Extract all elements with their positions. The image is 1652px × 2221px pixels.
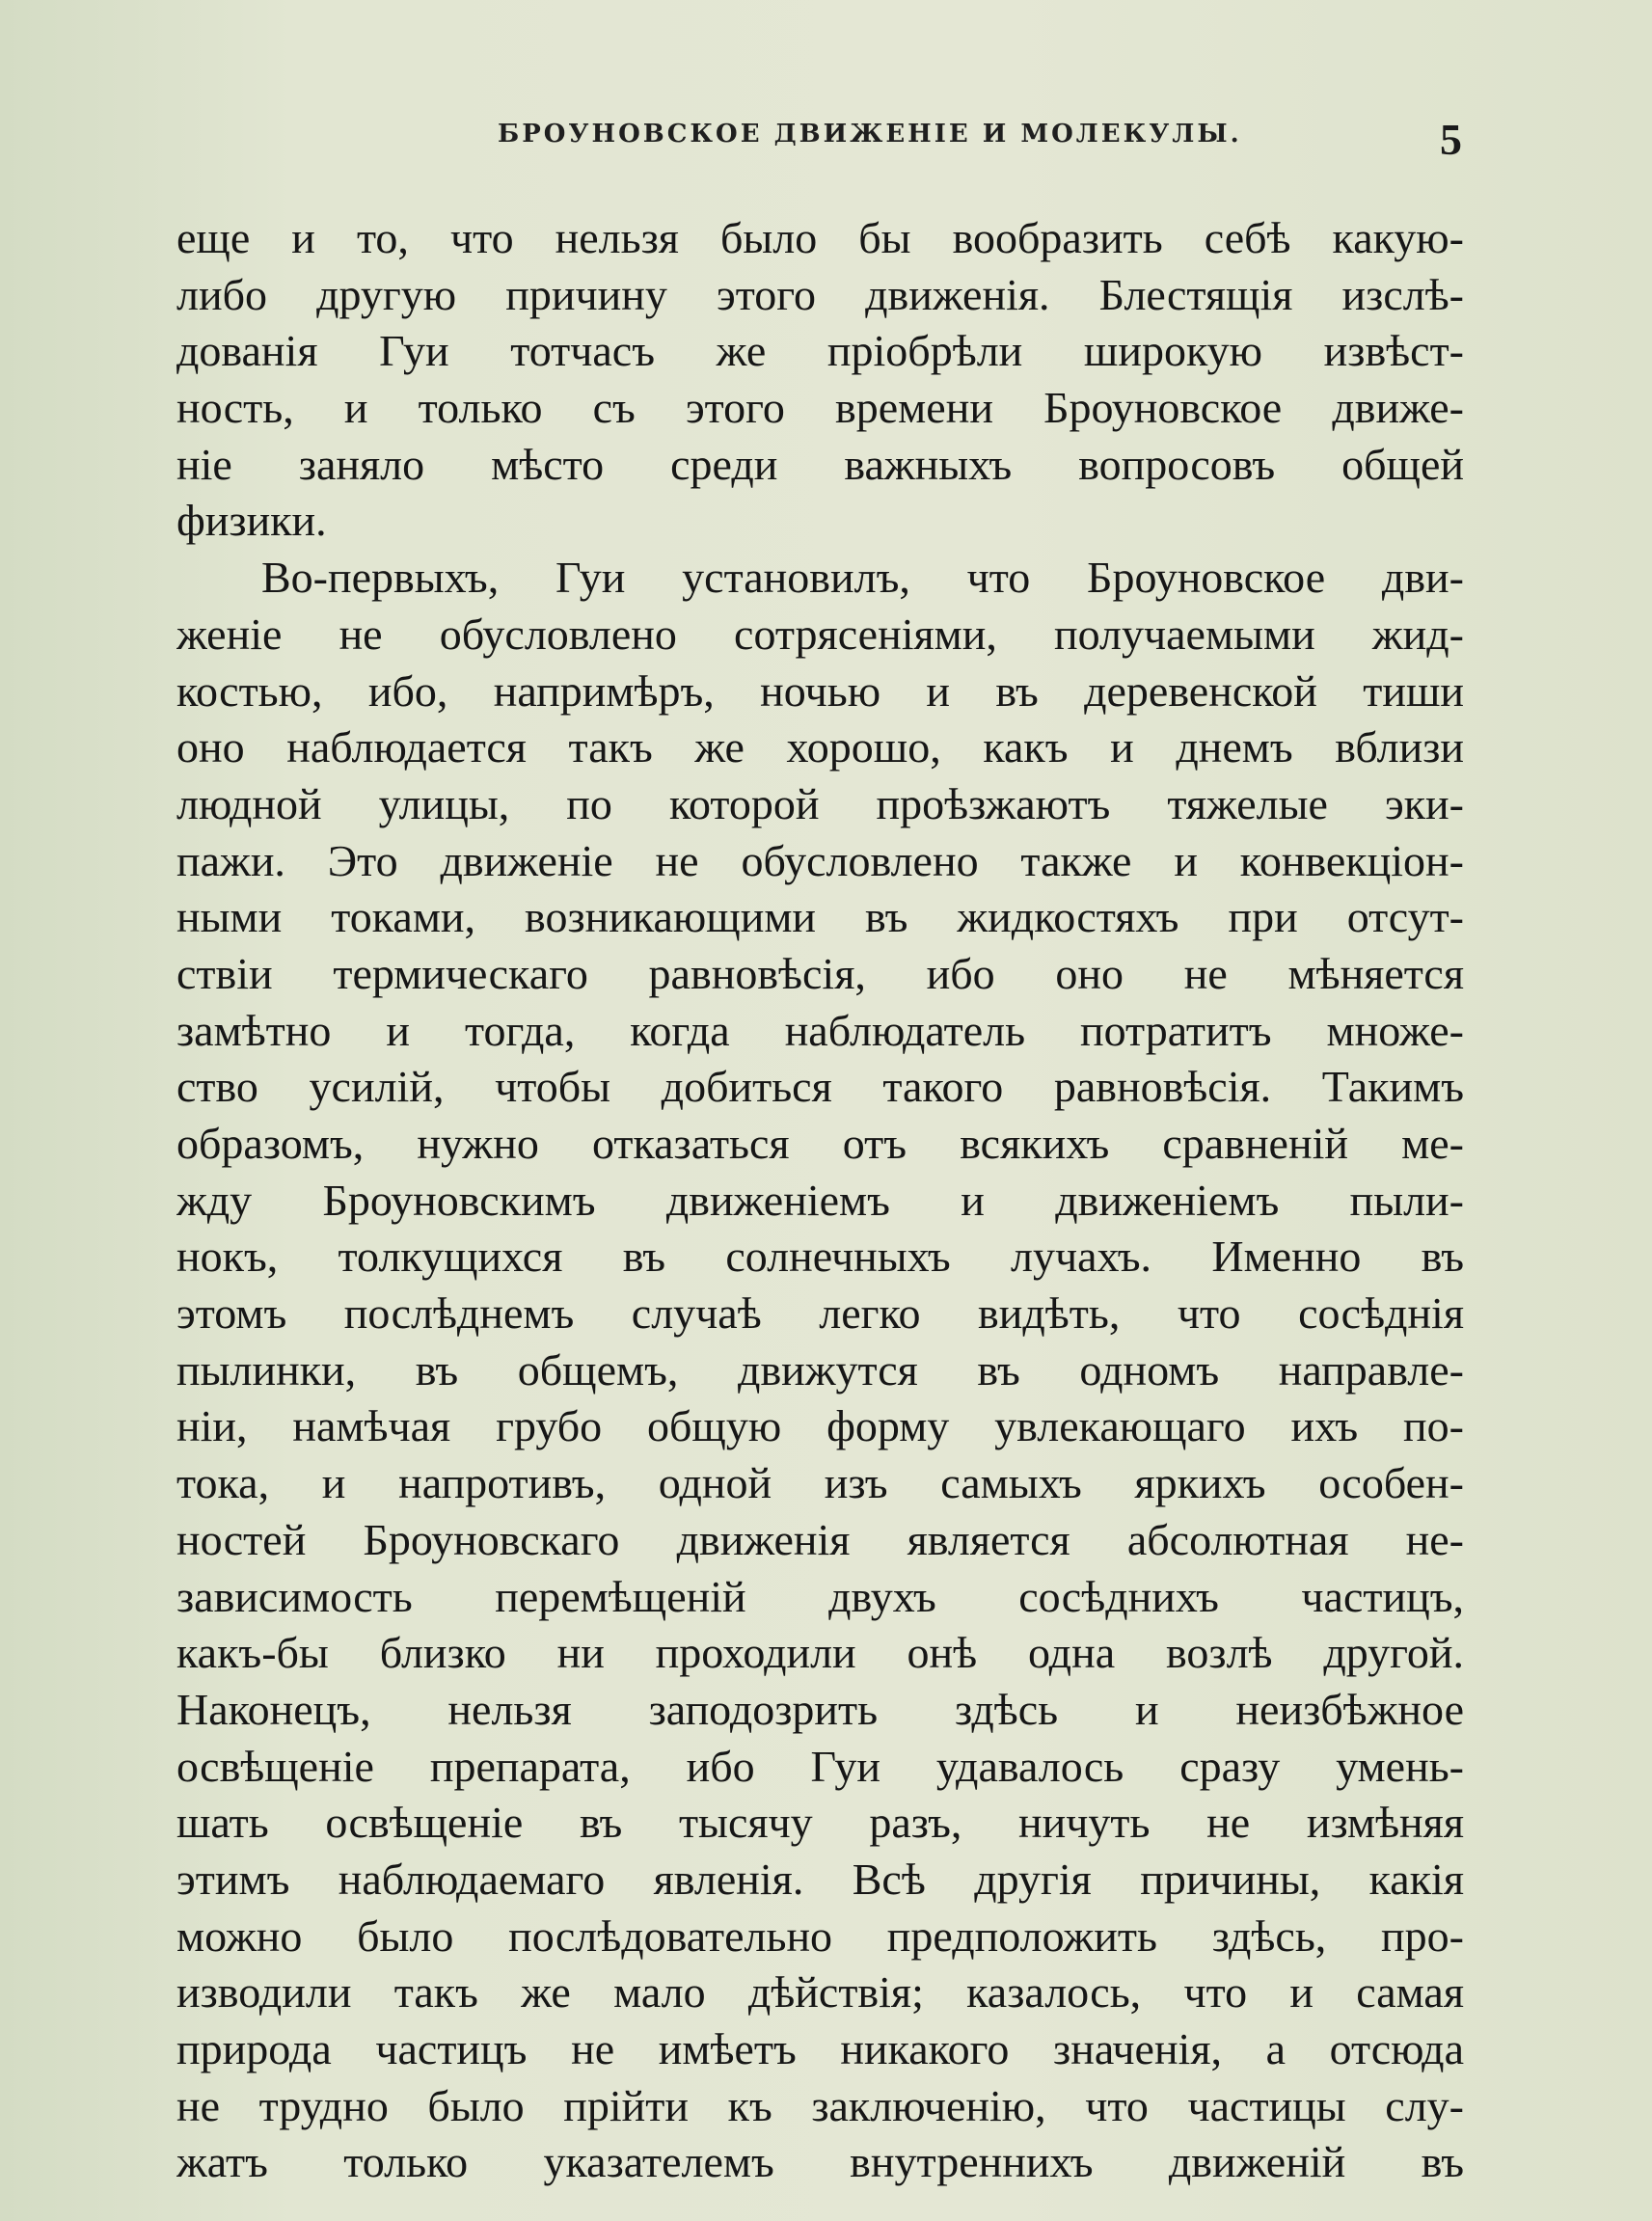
text-line: физики. <box>176 496 327 546</box>
text-line: жду Броуновскимъ движеніемъ и движеніемъ пыли- <box>176 1175 1464 1225</box>
text-line: изводили такъ же мало дѣйствія; казалось, что и самая <box>176 1967 1464 2018</box>
text-line: зависимость перемѣщеній двухъ сосѣднихъ частицъ, <box>176 1571 1464 1621</box>
paragraph-1 <box>176 210 1464 550</box>
text-line: этомъ послѣднемъ случаѣ легко видѣть, что сосѣднія <box>176 1288 1464 1339</box>
body-text <box>176 210 1464 2191</box>
text-line: дованія Гуи тотчасъ же пріобрѣли широкую извѣст- <box>176 326 1464 376</box>
text-line: этимъ наблюдаемаго явленія. Всѣ другія причины, какія <box>176 1854 1464 1904</box>
text-line: еще и то, что нельзя было бы вообразить себѣ какую- <box>176 213 1464 262</box>
text-line: какъ-бы близко ни проходили онѣ одна возлѣ другой. <box>176 1628 1464 1678</box>
text-line: не трудно было прійти къ заключенію, что частицы слу- <box>176 2080 1464 2130</box>
text-line: пылинки, въ общемъ, движутся въ одномъ направле- <box>176 1344 1464 1395</box>
text-line: можно было послѣдовательно предположить здѣсь, про- <box>176 1910 1464 1961</box>
text-line: природа частицъ не имѣетъ никакого значенія, а отсюда <box>176 2024 1464 2073</box>
text-line: либо другую причину этого движенія. Блестящія изслѣ- <box>176 269 1464 319</box>
text-line: шать освѣщеніе въ тысячу разъ, ничуть не измѣняя <box>176 1798 1464 1848</box>
text-line: ство усилій, чтобы добиться такого равновѣсія. Такимъ <box>176 1062 1464 1112</box>
text-line: ными токами, возникающими въ жидкостяхъ при отсут- <box>176 892 1464 942</box>
text-line: ніи, намѣчая грубо общую форму увлекающаго ихъ по- <box>176 1401 1464 1451</box>
text-line: Во-первыхъ, Гуи установилъ, что Броуновское дви- <box>261 553 1464 603</box>
text-line: женіе не обусловлено сотрясеніями, получаемыми жид- <box>176 609 1464 659</box>
running-header <box>179 114 1462 172</box>
text-line: тока, и напротивъ, одной изъ самыхъ яркихъ особен- <box>176 1458 1464 1508</box>
text-line: образомъ, нужно отказаться отъ всякихъ сравненій ме- <box>176 1119 1464 1168</box>
text-line: Наконецъ, нельзя заподозрить здѣсь и неизбѣжное <box>176 1684 1464 1734</box>
text-line: ность, и только съ этого времени Броуновское движе- <box>176 383 1464 433</box>
text-line: оно наблюдается такъ же хорошо, какъ и днемъ вблизи <box>176 722 1464 772</box>
text-line: нокъ, толкущихся въ солнечныхъ лучахъ. Именно въ <box>176 1232 1464 1282</box>
text-line: пажи. Это движеніе не обусловлено также и конвекціон- <box>176 835 1464 885</box>
paragraph-2 <box>176 550 1464 2191</box>
running-title: БРОУНОВСКОЕ ДВИЖЕНІЕ И МОЛЕКУЛЫ. <box>498 120 1242 149</box>
text-line: ствіи термическаго равновѣсія, ибо оно не мѣняется <box>176 948 1464 998</box>
text-line: ностей Броуновскаго движенія является абсолютная не- <box>176 1514 1464 1564</box>
text-line: освѣщеніе препарата, ибо Гуи удавалось сразу умень- <box>176 1741 1464 1791</box>
text-line: ніе заняло мѣсто среди важныхъ вопросовъ общей <box>176 439 1464 489</box>
text-line: жатъ только указателемъ внутреннихъ движеній въ <box>176 2137 1464 2187</box>
text-line: людной улицы, по которой проѣзжаютъ тяжелые эки- <box>176 778 1464 828</box>
page-number: 5 <box>1440 115 1462 164</box>
text-line: костью, ибо, напримѣръ, ночью и въ деревенской тиши <box>176 665 1464 716</box>
text-line: замѣтно и тогда, когда наблюдатель потратитъ множе- <box>176 1005 1464 1055</box>
